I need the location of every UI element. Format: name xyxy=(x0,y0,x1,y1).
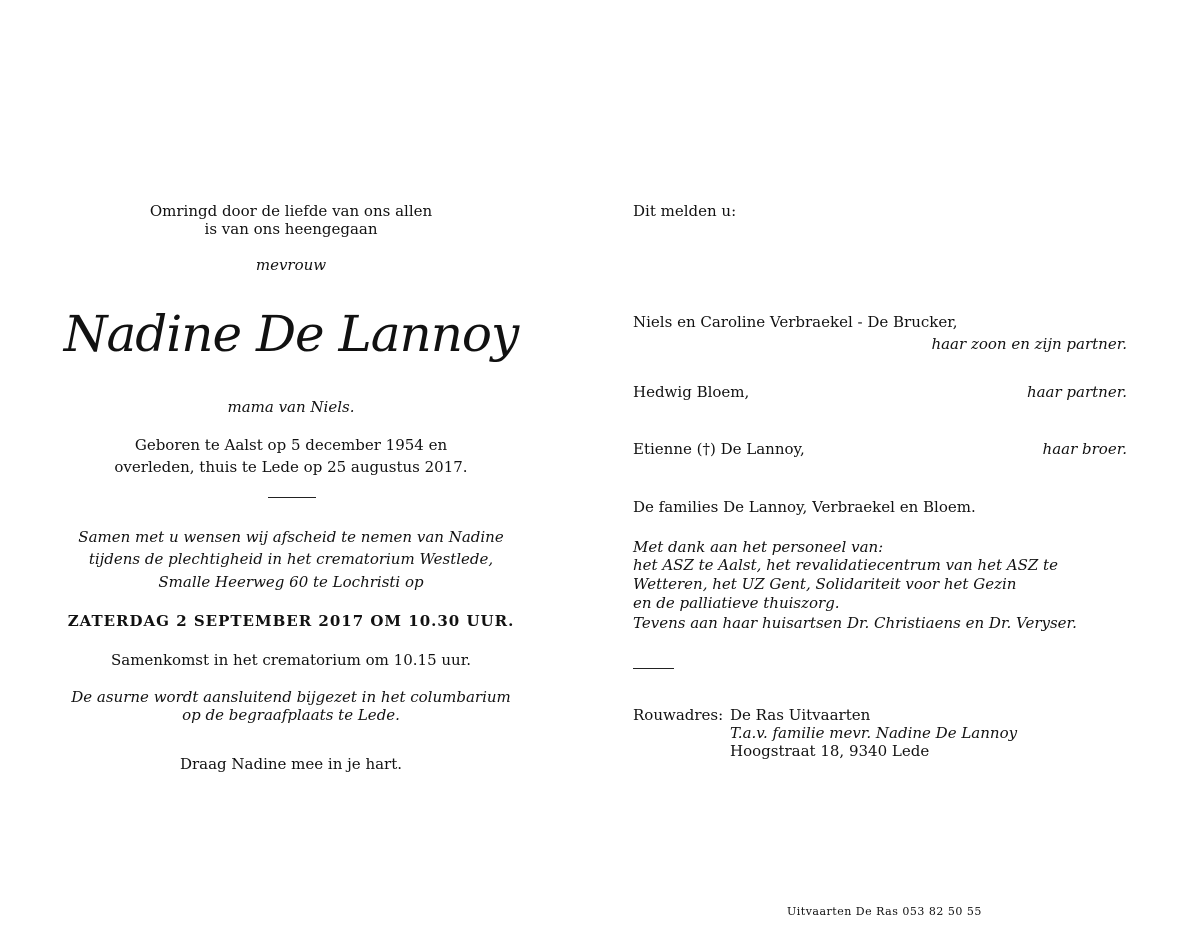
family-3-name: Etienne (†) De Lannoy, xyxy=(633,440,805,458)
farewell-line-1: Samen met u wensen wij afscheid te nemen van Nadine xyxy=(78,528,504,546)
farewell-line-3: Smalle Heerweg 60 te Lochristi op xyxy=(158,573,424,591)
urn-line-1: De asurne wordt aansluitend bijgezet in het columbarium xyxy=(71,688,511,706)
family-1-name: Niels en Caroline Verbraekel - De Brucker, xyxy=(633,313,958,331)
ceremony-date: ZATERDAG 2 SEPTEMBER 2017 OM 10.30 UUR. xyxy=(67,612,515,630)
intro-line-2: is van ons heengegaan xyxy=(204,220,378,238)
farewell-line-2: tijdens de plechtigheid in het crematorium Westlede, xyxy=(88,550,494,568)
relation-line: mama van Niels. xyxy=(227,398,355,416)
family-2-name: Hedwig Bloem, xyxy=(633,383,750,401)
thanks-line-1: Met dank aan het personeel van: xyxy=(633,538,884,556)
address-label: Rouwadres: xyxy=(633,706,724,724)
right-divider-rule xyxy=(633,668,674,669)
address-line-3: Hoogstraat 18, 9340 Lede xyxy=(730,742,930,760)
footer-undertaker: Uitvaarten De Ras 053 82 50 55 xyxy=(787,905,982,918)
thanks-line-2: het ASZ te Aalst, het revalidatiecentrum van het ASZ te xyxy=(633,556,1058,574)
family-3-relation: haar broer. xyxy=(1042,440,1127,458)
announce-line: Dit melden u: xyxy=(633,202,737,220)
birth-line-2: overleden, thuis te Lede op 25 augustus 2017. xyxy=(114,458,468,476)
families-line: De families De Lannoy, Verbraekel en Bloem. xyxy=(633,498,976,516)
address-line-2: T.a.v. familie mevr. Nadine De Lannoy xyxy=(730,724,1018,742)
gathering-line: Samenkomst in het crematorium om 10.15 uur. xyxy=(110,651,471,669)
divider-rule xyxy=(268,497,316,498)
deceased-name: Nadine De Lannoy xyxy=(63,305,519,363)
thanks-line-4: en de palliatieve thuiszorg. xyxy=(633,594,840,612)
closing-line: Draag Nadine mee in je hart. xyxy=(179,755,403,773)
birth-line-1: Geboren te Aalst op 5 december 1954 en xyxy=(134,436,448,454)
family-1-relation: haar zoon en zijn partner. xyxy=(931,335,1127,353)
intro-line-1: Omringd door de liefde van ons allen xyxy=(149,202,433,220)
right-column xyxy=(633,0,1127,947)
left-column xyxy=(60,0,522,947)
thanks-line-3: Wetteren, het UZ Gent, Solidariteit voor het Gezin xyxy=(633,575,1017,593)
urn-line-2: op de begraafplaats te Lede. xyxy=(182,706,400,724)
address-line-1: De Ras Uitvaarten xyxy=(730,706,871,724)
title-mevrouw: mevrouw xyxy=(255,256,327,274)
thanks-line-5: Tevens aan haar huisartsen Dr. Christiaens en Dr. Veryser. xyxy=(633,614,1077,632)
family-2-relation: haar partner. xyxy=(1026,383,1127,401)
